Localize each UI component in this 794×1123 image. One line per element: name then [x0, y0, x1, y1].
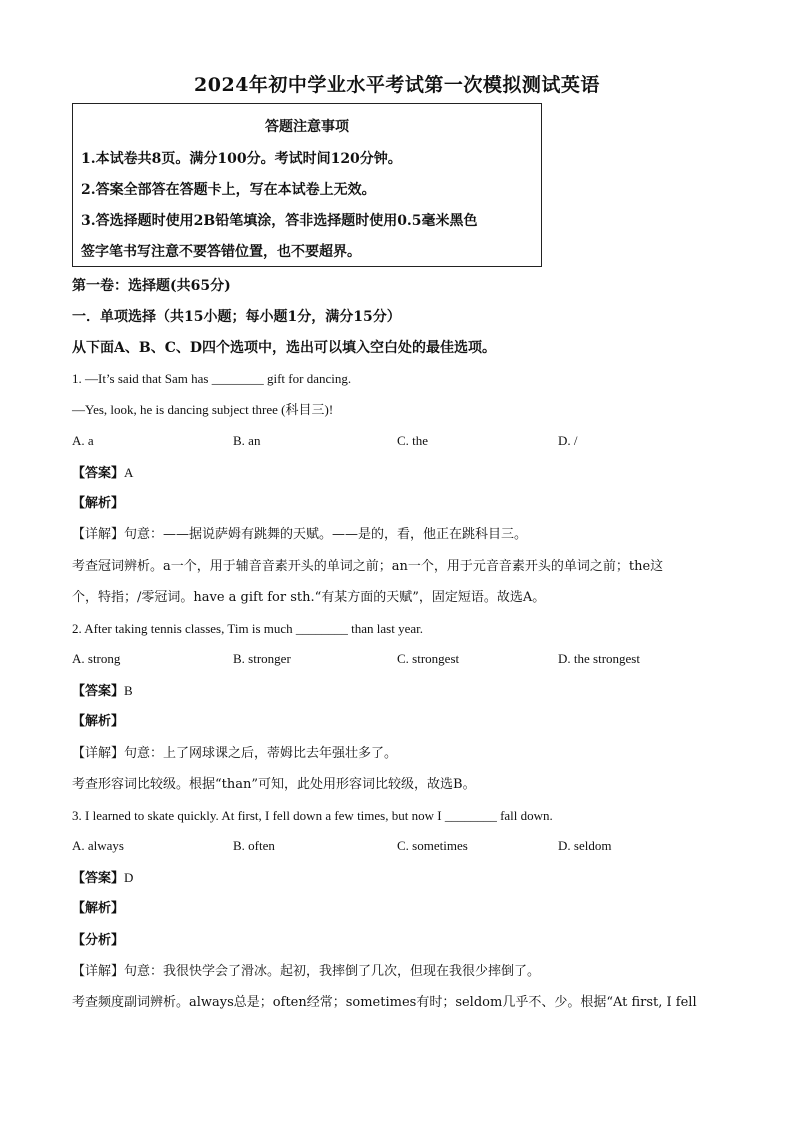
explanation-text: 考查频度副词辨析。always总是；often经常；sometimes有时；seldom几乎不、少。根据“At first, I fell — [72, 995, 697, 1010]
notice-heading: 答题注意事项 — [265, 119, 349, 135]
detail-text: 【详解】句意：——据说萨姆有跳舞的天赋。——是的，看，他正在跳科目三。 — [72, 527, 528, 542]
option-d: D. seldom — [558, 838, 612, 853]
notice-item: 签字笔书写注意不要答错位置，也不要超界。 — [81, 244, 361, 260]
analysis-label: 【解析】 — [72, 901, 125, 916]
question-stem: 3. I learned to skate quickly. At first, I fell down a few times, but now I ________ fall down. — [72, 808, 553, 823]
option-b: B. often — [233, 838, 275, 853]
notice-item: 3.答选择题时使用2B铅笔填涂，答非选择题时使用0.5毫米黑色 — [81, 213, 478, 229]
explanation-text: 考查冠词辨析。a一个，用于辅音音素开头的单词之前；an一个，用于元音音素开头的单词之前；the这 — [72, 559, 664, 574]
option-c: C. the — [397, 433, 429, 448]
explanation-text: 考查形容词比较级。根据“than”可知，此处用形容词比较级，故选B。 — [72, 777, 476, 792]
option-b: B. an — [233, 433, 261, 448]
analysis-label: 【解析】 — [72, 496, 125, 511]
answer-label: 【答案】 — [72, 684, 125, 699]
option-c: C. strongest — [397, 651, 460, 666]
option-d: D. the strongest — [558, 651, 640, 666]
question-stem: 1. —It’s said that Sam has ________ gift for dancing. — [72, 371, 352, 386]
explanation-text: 个，特指；/零冠词。have a gift for sth.“有某方面的天赋”，固定短语。故选A。 — [72, 590, 546, 605]
fenxi-label: 【分析】 — [72, 933, 125, 948]
answer-label: 【答案】 — [72, 466, 125, 481]
detail-text: 【详解】句意：我很快学会了滑冰。起初，我摔倒了几次，但现在我很少摔倒了。 — [72, 964, 541, 979]
option-d: D. / — [558, 433, 578, 448]
detail-text: 【详解】句意：上了网球课之后，蒂姆比去年强壮多了。 — [72, 746, 398, 761]
answer-value: B — [124, 683, 133, 698]
notice-box — [72, 103, 542, 267]
option-a: A. always — [72, 838, 124, 853]
answer-line — [72, 869, 133, 888]
question-stem: 2. After taking tennis classes, Tim is much ________ than last year. — [72, 621, 423, 636]
section-heading: 一．单项选择（共15小题；每小题1分，满分15分） — [72, 309, 401, 325]
analysis-label: 【解析】 — [72, 714, 125, 729]
answer-line — [72, 682, 133, 701]
part-heading: 第一卷：选择题(共65分) — [72, 278, 231, 294]
option-c: C. sometimes — [397, 838, 468, 853]
answer-label: 【答案】 — [72, 871, 125, 886]
answer-value: D — [124, 870, 134, 885]
question-stem-reply: —Yes, look, he is dancing subject three (科目三)! — [72, 402, 334, 417]
option-a: A. a — [72, 433, 94, 448]
notice-item: 1.本试卷共8页。满分100分。考试时间120分钟。 — [81, 151, 402, 167]
answer-line — [72, 464, 133, 483]
option-b: B. stronger — [233, 651, 291, 666]
answer-value: A — [124, 465, 134, 480]
option-a: A. strong — [72, 651, 121, 666]
notice-item: 2.答案全部答在答题卡上，写在本试卷上无效。 — [81, 182, 376, 198]
instruction: 从下面A、B、C、D四个选项中，选出可以填入空白处的最佳选项。 — [72, 340, 496, 356]
page-title: 2024年初中学业水平考试第一次模拟测试英语 — [194, 74, 600, 96]
